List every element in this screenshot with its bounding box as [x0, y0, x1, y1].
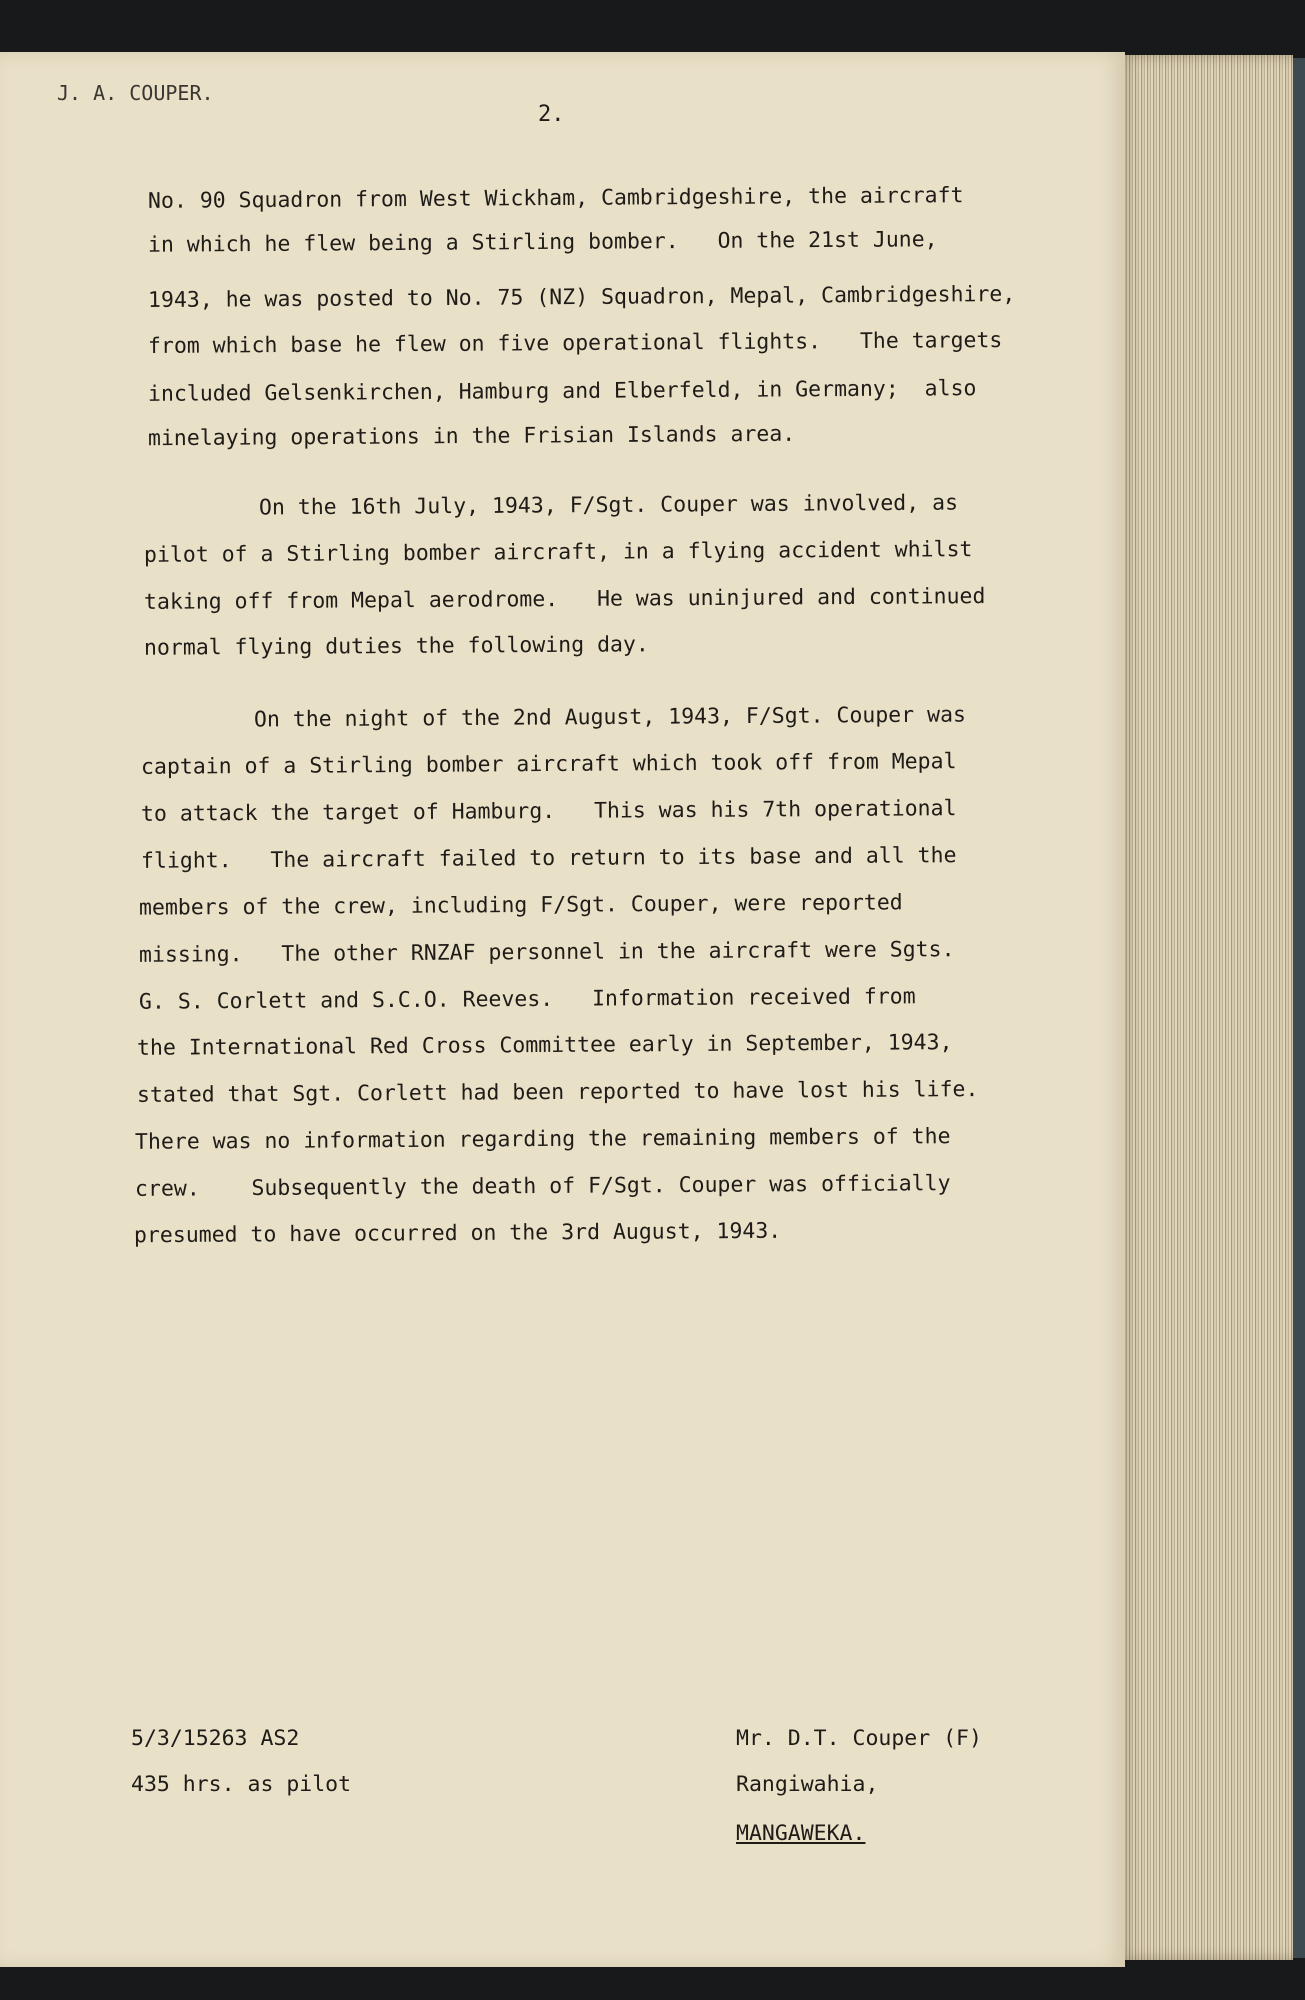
footer-hours: 435 hrs. as pilot: [131, 1772, 352, 1797]
page-edges: [1118, 55, 1293, 1960]
text-line: flight. The aircraft failed to return to its base and all the: [140, 843, 957, 874]
text-line: taking off from Mepal aerodrome. He was uninjured and continued: [143, 584, 986, 615]
next-of-kin-name: Mr. D.T. Couper (F): [736, 1726, 982, 1751]
page-number: 2.: [538, 102, 565, 127]
text-line: pilot of a Stirling bomber aircraft, in a flying accident whilst: [143, 537, 973, 568]
text-line: to attack the target of Hamburg. This was his 7th operational: [140, 796, 957, 827]
text-line: captain of a Stirling bomber aircraft which took off from Mepal: [140, 749, 957, 780]
text-line: G. S. Corlett and S.C.O. Reeves. Information received from: [138, 984, 916, 1015]
text-line: the International Red Cross Committee early in September, 1943,: [136, 1030, 953, 1061]
text-line: in which he flew being a Stirling bomber. On the 21st June,: [147, 227, 938, 258]
text-line: 1943, he was posted to No. 75 (NZ) Squadron, Mepal, Cambridgeshire,: [147, 281, 1016, 314]
text-line: included Gelsenkirchen, Hamburg and Elberfeld, in Germany; also: [147, 376, 977, 407]
text-line: from which base he flew on five operational flights. The targets: [147, 328, 1003, 359]
text-line: On the night of the 2nd August, 1943, F/Sgt. Couper was: [253, 702, 967, 733]
text-line: normal flying duties the following day.: [143, 632, 649, 661]
text-line: On the 16th July, 1943, F/Sgt. Couper was involved, as: [258, 490, 959, 521]
address-line: Rangiwahia,: [736, 1772, 879, 1797]
text-line: stated that Sgt. Corlett had been reported to have lost his life.: [136, 1077, 979, 1108]
text-line: crew. Subsequently the death of F/Sgt. Couper was officially: [134, 1171, 951, 1202]
text-line: minelaying operations in the Frisian Islands area.: [147, 421, 796, 452]
text-line: There was no information regarding the remaining members of the: [134, 1124, 951, 1155]
header-name: J. A. COUPER.: [57, 81, 214, 105]
text-line: missing. The other RNZAF personnel in the aircraft were Sgts.: [138, 937, 955, 968]
text-line: members of the crew, including F/Sgt. Couper, were reported: [138, 890, 903, 921]
text-line: No. 90 Squadron from West Wickham, Cambridgeshire, the aircraft: [147, 183, 964, 214]
address-town: MANGAWEKA.: [736, 1821, 866, 1846]
footer-reference: 5/3/15263 AS2: [131, 1726, 300, 1751]
text-line: presumed to have occurred on the 3rd August, 1943.: [133, 1218, 782, 1249]
